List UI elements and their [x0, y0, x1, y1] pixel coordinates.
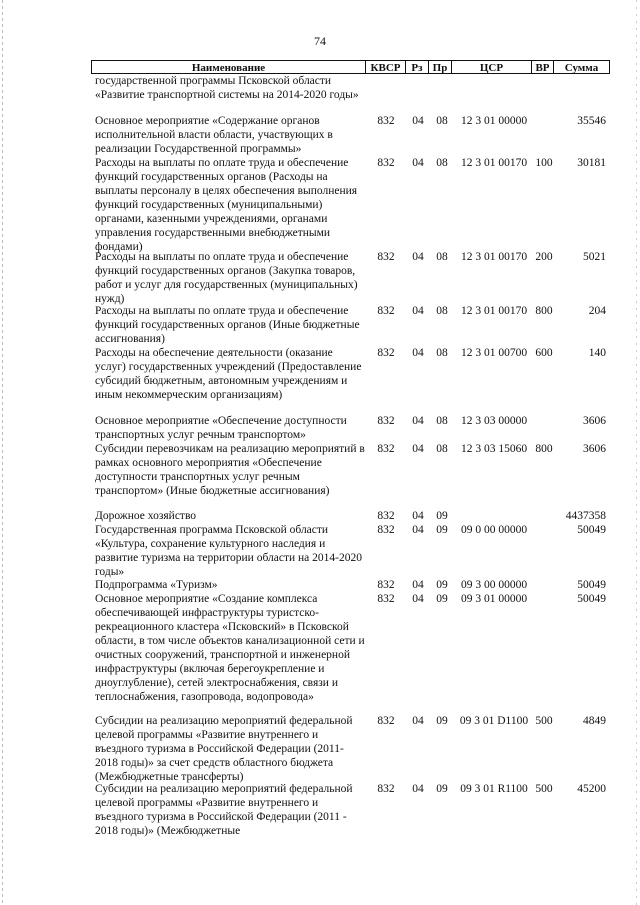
row-sum: 35546	[577, 115, 606, 127]
row-rz: 04	[412, 715, 424, 727]
scan-edge-left	[2, 0, 3, 905]
row-rz: 04	[412, 157, 424, 169]
row-pr: 09	[436, 593, 448, 605]
row-csr: 12 3 03 00000	[460, 415, 528, 427]
row-rz: 04	[412, 305, 424, 317]
row-kvsr: 832	[377, 524, 395, 536]
row-name: Расходы на выплаты по оплате труда и обеспечение функций государственных органов (Закупка товаров, работ и услуг для государственных (муниципальных) нужд)	[95, 251, 358, 305]
header-rz: Рз	[405, 60, 428, 74]
row-csr: 12 3 01 00170	[460, 251, 528, 263]
row-name: Расходы на выплаты по оплате труда и обеспечение функций государственных органов (Расходы на выплаты персоналу в целях обеспечения выполнения функций государственных (муниципальными) органами, казенными учреждениями, органами управления государственными внебюджетными фондами)	[95, 157, 358, 253]
row-sum: 140	[588, 347, 606, 359]
row-sum: 3606	[583, 415, 606, 427]
row-kvsr: 832	[377, 593, 395, 605]
table-header	[91, 60, 610, 74]
row-sum: 204	[588, 305, 606, 317]
row-kvsr: 832	[377, 715, 395, 727]
row-sum: 3606	[583, 443, 606, 455]
row-csr: 09 3 01 00000	[460, 593, 528, 605]
row-name: государственной программы Псковской области «Развитие транспортной системы на 2014-2020 годы»	[95, 75, 359, 101]
row-name: Основное мероприятие «Обеспечение доступности транспортных услуг речным транспортом»	[95, 415, 347, 441]
row-rz: 04	[412, 524, 424, 536]
row-csr: 09 3 01 D1100	[459, 715, 529, 727]
row-pr: 09	[436, 715, 448, 727]
row-rz: 04	[412, 251, 424, 263]
row-pr: 08	[436, 115, 448, 127]
row-sum: 45200	[577, 783, 606, 795]
row-name: Субсидии на реализацию мероприятий федеральной целевой программы «Развитие внутреннего и въездного туризма в Российской Федерации (2011-2018 годы)» за счет средств областного бюджета (Межбюджетные трансферты)	[95, 715, 353, 783]
row-rz: 04	[412, 579, 424, 591]
row-vr: 800	[535, 443, 553, 455]
scan-edge-right	[636, 0, 637, 905]
page-number: 74	[314, 34, 326, 48]
row-pr: 08	[436, 443, 448, 455]
row-pr: 09	[436, 579, 448, 591]
row-kvsr: 832	[377, 783, 395, 795]
row-name: Подпрограмма «Туризм»	[95, 579, 218, 591]
row-pr: 08	[436, 305, 448, 317]
row-pr: 08	[436, 251, 448, 263]
row-rz: 04	[412, 443, 424, 455]
row-pr: 08	[436, 415, 448, 427]
row-vr: 100	[535, 157, 553, 169]
row-csr: 12 3 03 15060	[460, 443, 528, 455]
row-vr: 500	[535, 783, 553, 795]
row-sum: 4849	[583, 715, 606, 727]
header-vr: ВР	[531, 60, 553, 74]
row-csr: 09 3 01 R1100	[460, 783, 528, 795]
row-vr: 600	[535, 347, 553, 359]
row-rz: 04	[412, 593, 424, 605]
row-rz: 04	[412, 347, 424, 359]
row-csr: 09 0 00 00000	[460, 524, 528, 536]
header-sum: Сумма	[553, 60, 610, 74]
row-kvsr: 832	[377, 510, 395, 522]
row-csr: 09 3 00 00000	[460, 579, 528, 591]
row-kvsr: 832	[377, 443, 395, 455]
row-rz: 04	[412, 510, 424, 522]
row-name: Основное мероприятие «Создание комплекса обеспечивающей инфраструктуры туристско-рекреационного кластера «Псковский» в Псковской области, в том числе объектов канализационной сети и очистных сооружений, транспортной и инженерной инфраструктуры (включая берегоукрепление и дноуглубление), сетей электроснабжения, связи и теплоснабжения, газопровода, водопровода»	[95, 593, 365, 703]
row-vr: 500	[535, 715, 553, 727]
row-pr: 09	[436, 783, 448, 795]
row-vr: 200	[535, 251, 553, 263]
row-csr: 12 3 01 00700	[460, 347, 528, 359]
row-kvsr: 832	[377, 115, 395, 127]
row-vr: 800	[535, 305, 553, 317]
row-pr: 08	[436, 347, 448, 359]
row-csr: 12 3 01 00000	[460, 115, 528, 127]
row-kvsr: 832	[377, 305, 395, 317]
row-name: Субсидии на реализацию мероприятий федеральной целевой программы «Развитие внутреннего и въездного туризма в Российской Федерации (2011 - 2018 годы)» (Межбюджетные	[95, 783, 353, 837]
row-rz: 04	[412, 783, 424, 795]
row-sum: 4437358	[565, 510, 606, 522]
header-name: Наименование	[91, 60, 365, 74]
row-pr: 09	[436, 524, 448, 536]
row-kvsr: 832	[377, 579, 395, 591]
row-sum: 50049	[577, 524, 606, 536]
row-kvsr: 832	[377, 347, 395, 359]
row-sum: 5021	[583, 251, 606, 263]
row-name: Расходы на обеспечение деятельности (оказание услуг) государственных учреждений (Предоставление субсидий бюджетным, автономным учреждениям и иным некоммерческим организациям)	[95, 347, 362, 401]
row-rz: 04	[412, 415, 424, 427]
header-kvsr: КВСР	[365, 60, 405, 74]
row-csr: 12 3 01 00170	[460, 305, 528, 317]
row-name: Государственная программа Псковской области «Культура, сохранение культурного наследия и развитие туризма на территории области на 2014-2020 годы»	[95, 524, 362, 578]
row-kvsr: 832	[377, 251, 395, 263]
row-csr: 12 3 01 00170	[460, 157, 528, 169]
row-sum: 50049	[577, 593, 606, 605]
row-name: Дорожное хозяйство	[95, 510, 197, 522]
row-name: Основное мероприятие «Содержание органов исполнительной власти области, участвующих в реализации Государственной программы»	[95, 115, 333, 155]
row-rz: 04	[412, 115, 424, 127]
header-csr: ЦСР	[451, 60, 531, 74]
row-pr: 09	[436, 510, 448, 522]
row-name: Расходы на выплаты по оплате труда и обеспечение функций государственных органов (Иные бюджетные ассигнования)	[95, 305, 360, 345]
row-name: Субсидии перевозчикам на реализацию мероприятий в рамках основного мероприятия «Обеспечение доступности транспортных услуг речным транспортом» (Иные бюджетные ассигнования)	[95, 443, 365, 497]
header-pr: Пр	[428, 60, 451, 74]
row-kvsr: 832	[377, 157, 395, 169]
row-sum: 30181	[577, 157, 606, 169]
row-kvsr: 832	[377, 415, 395, 427]
row-sum: 50049	[577, 579, 606, 591]
row-pr: 08	[436, 157, 448, 169]
